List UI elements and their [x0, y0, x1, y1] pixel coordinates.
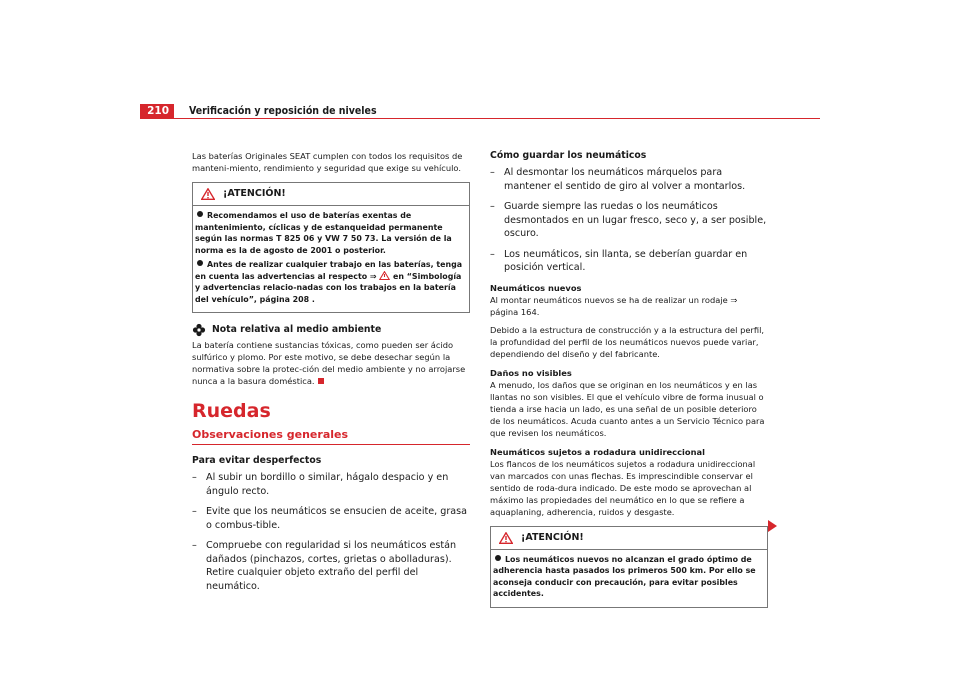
unidirectional-heading: Neumáticos sujetos a rodadura unidireccional	[490, 446, 705, 457]
warning-title: ¡ATENCIÓN!	[521, 531, 584, 543]
list-item: – Al subir un bordillo o similar, hágalo despacio y en ángulo recto.	[192, 472, 449, 497]
warning-header	[491, 527, 767, 550]
header-divider	[140, 118, 820, 119]
list-item: – Evite que los neumáticos se ensucien de aceite, grasa o combus-tible.	[192, 506, 468, 531]
environment-note-text: La batería contiene sustancias tóxicas, como pueden ser ácido sulfúrico y plomo. Por este motivo, se debe desechar según la normativa sobre la protec-ción del medio ambiente y no arrojarse nunca a la basura doméstica.	[192, 340, 466, 386]
end-marker-icon	[318, 378, 324, 384]
damage-heading: Daños no visibles	[490, 367, 572, 378]
warning-box-battery	[192, 182, 470, 313]
next-page-arrow-icon[interactable]	[768, 520, 777, 532]
store-heading: Cómo guardar los neumáticos	[490, 150, 647, 161]
list-item: – Los neumáticos, sin llanta, se deberían guardar en posición vertical.	[490, 248, 748, 273]
unidirectional-text: Los flancos de los neumáticos sujetos a rodadura unidireccional van marcados con unas flechas. Es imprescindible conservar el sentido de roda-dura indicado. De este modo se aprovechan al máximo las propiedades del neumático en lo que se refiere a aquaplaning, adherencia, ruidos y desgaste.	[490, 458, 756, 517]
page-number: 210	[140, 104, 174, 118]
list-item: – Guarde siempre las ruedas o los neumáticos desmontados en un lugar fresco, seco y, a ser posible, oscuro.	[490, 201, 767, 239]
new-tires-text: Debido a la estructura de construcción y a la estructura del perfil, la profundidad del perfil de los neumáticos nuevos puede variar, dependiendo del diseño y del fabricante.	[490, 324, 765, 359]
warning-triangle-icon	[379, 271, 390, 280]
right-column	[490, 150, 768, 618]
section-title: Ruedas	[192, 400, 271, 422]
subsection-title: Observaciones generales	[192, 429, 470, 445]
environment-note-header: Nota relativa al medio ambiente	[192, 323, 470, 337]
warning-triangle-icon	[201, 188, 215, 200]
bullet-icon	[197, 260, 203, 266]
warning-box-tires	[490, 526, 768, 608]
page-header-title: Verificación y reposición de niveles	[189, 105, 377, 117]
warning-item: Los neumáticos nuevos no alcanzan el grado óptimo de adherencia hasta pasados los primeros 500 km. Por ello se aconseja conducir con precaución, para evitar posibles accidentes.	[493, 554, 756, 598]
avoid-heading: Para evitar desperfectos	[192, 455, 322, 466]
warning-header	[193, 183, 469, 206]
left-column	[192, 150, 470, 600]
list-item: – Compruebe con regularidad si los neumáticos están dañados (pinchazos, cortes, grietas o abolladuras). Retire cualquier objeto extraño del perfil del neumático.	[192, 540, 457, 592]
warning-item: Antes de realizar cualquier trabajo en las baterías, tenga en cuenta las advertencias al respecto ⇒ en “Simbología y advertencias relacio-nadas con los trabajos en la batería del vehículo”, página 208 .	[195, 260, 463, 304]
battery-intro: Las baterías Originales SEAT cumplen con todos los requisitos de manteni-miento, rendimiento y seguridad que exige su vehículo.	[192, 151, 463, 173]
damage-text: A menudo, los daños que se originan en los neumáticos y en las llantas no son visibles. El que el vehículo vibre de forma inusual o tienda a irse hacia un lado, es una señal de un posible deterioro de los neumáticos. Acuda cuanto antes a un Servicio Técnico para que revisen los neumáticos.	[490, 379, 765, 438]
warning-triangle-icon	[499, 532, 513, 544]
bullet-icon	[495, 555, 501, 561]
warning-title: ¡ATENCIÓN!	[223, 188, 286, 199]
bullet-icon	[197, 211, 203, 217]
new-tires-heading: Neumáticos nuevos	[490, 282, 582, 293]
new-tires-text: Al montar neumáticos nuevos se ha de realizar un rodaje ⇒ página 164.	[490, 294, 738, 317]
list-item: – Al desmontar los neumáticos márquelos para mantener el sentido de giro al volver a montarlos.	[490, 167, 746, 192]
flower-icon	[192, 323, 206, 337]
warning-item: Recomendamos el uso de baterías exentas de mantenimiento, cíclicas y de estanqueidad permanente según las normas T 825 06 y VW 7 50 73. La versión de la norma es la de agosto de 2001 o posterior.	[195, 211, 452, 255]
